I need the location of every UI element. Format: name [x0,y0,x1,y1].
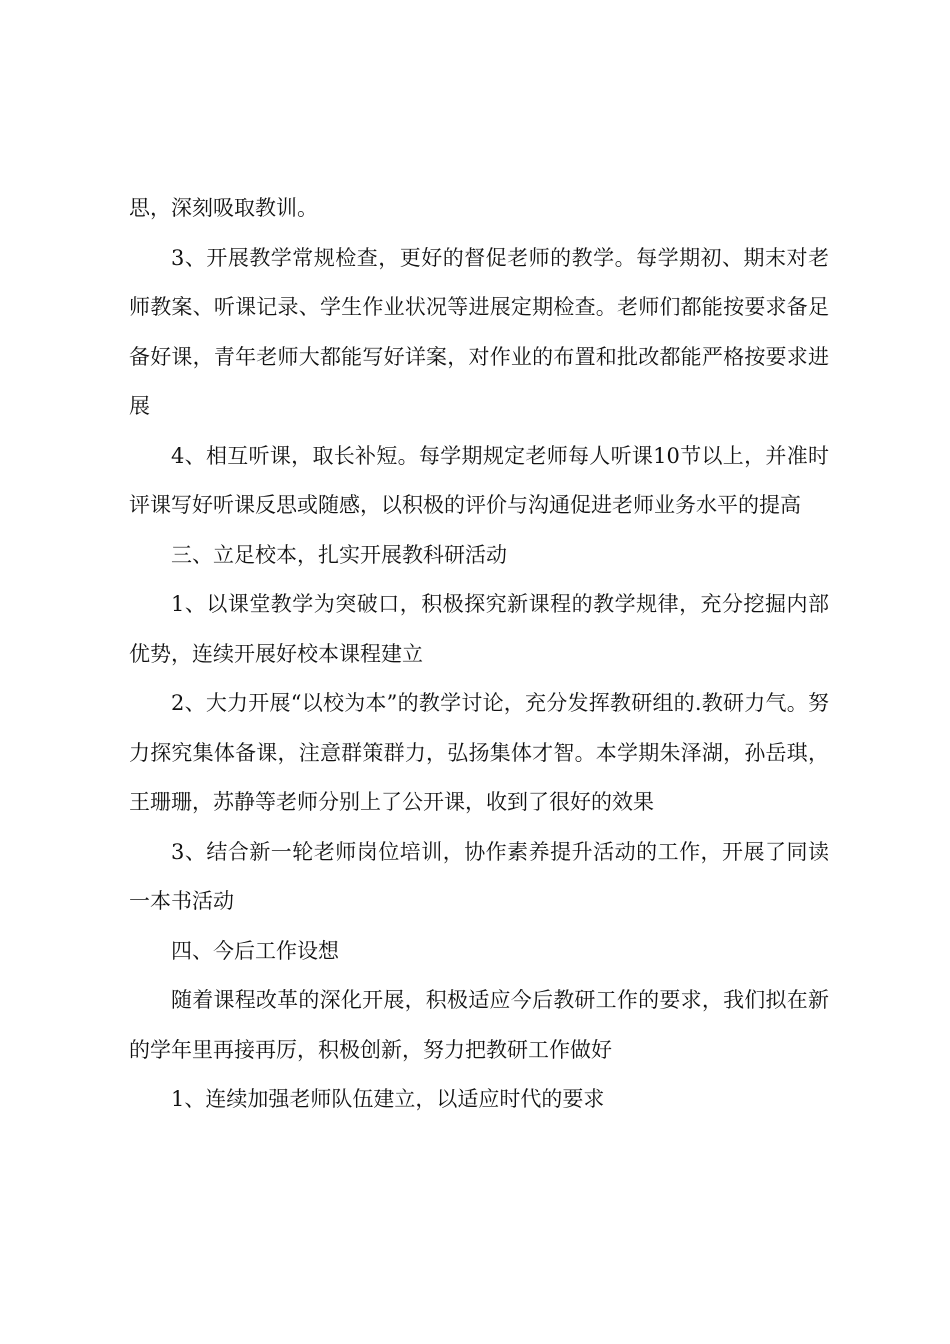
paragraph-curriculum-reform: 随着课程改革的深化开展，积极适应今后教研工作的要求，我们拟在新的学年里再接再厉，积极创新，努力把教研工作做好 [129,988,829,1062]
document-body [129,184,829,1125]
paragraph-mutual-observation: 4、相互听课，取长补短。每学期规定老师每人听课10节以上，并准时评课写好听课反思或随感，以积极的评价与沟通促进老师业务水平的提高 [129,443,829,517]
paragraph-classroom-breakthrough: 1、以课堂教学为突破口，积极探究新课程的教学规律，充分挖掘内部优势，连续开展好校本课程建立 [129,592,829,666]
paragraph-teacher-training: 3、结合新一轮老师岗位培训，协作素养提升活动的工作，开展了同读一本书活动 [129,839,829,913]
section-heading-school-research: 三、立足校本，扎实开展教科研活动 [171,542,507,567]
paragraph-teacher-team: 1、连续加强老师队伍建立，以适应时代的要求 [171,1087,605,1111]
paragraph-continuation: 思，深刻吸取教训。 [129,196,318,220]
paragraph-school-based-discussion: 2、大力开展“以校为本”的教学讨论，充分发挥教研组的.教研力气。努力探究集体备课，注意群策群力，弘扬集体才智。本学期朱泽湖，孙岳琪，王珊珊，苏静等老师分别上了公开课，收到了很好的效果 [129,691,829,814]
paragraph-routine-inspection: 3、开展教学常规检查，更好的督促老师的教学。每学期初、期末对老师教案、听课记录、学生作业状况等进展定期检查。老师们都能按要求备足备好课，青年老师大都能写好详案，对作业的布置和批改都能严格按要求进展 [129,245,829,418]
section-heading-future-plans: 四、今后工作设想 [171,938,339,963]
